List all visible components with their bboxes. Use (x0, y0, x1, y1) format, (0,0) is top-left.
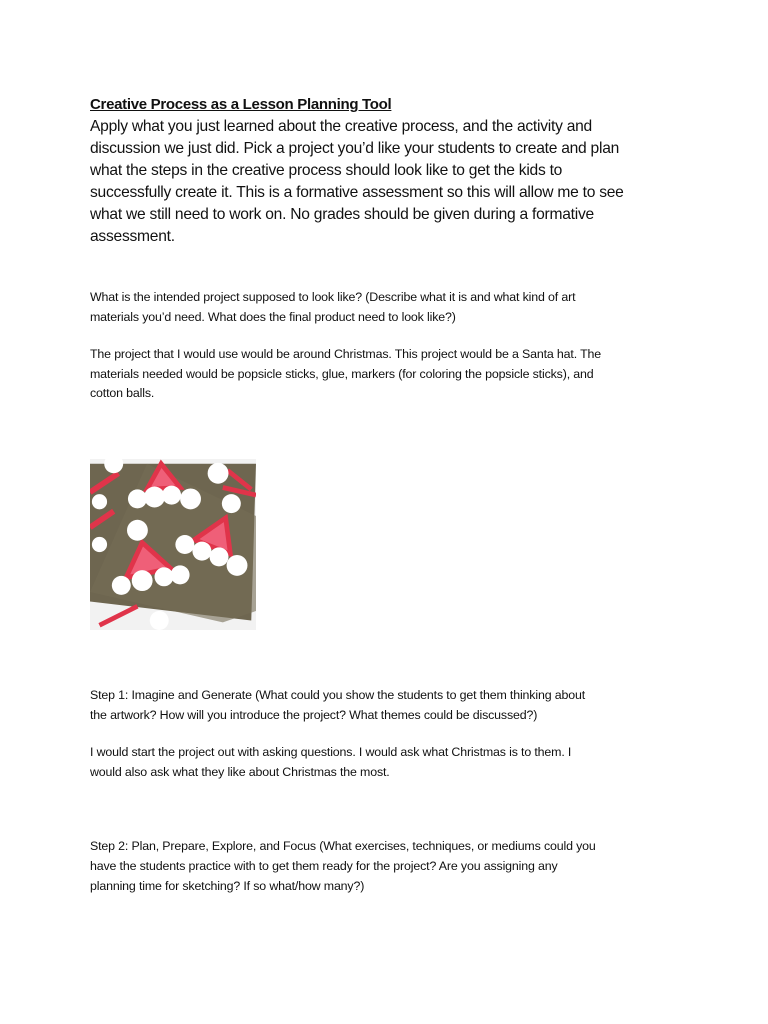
answer-1-line: materials needed would be popsicle sticks, glue, markers (for coloring the popsicle sticks), and (90, 367, 594, 381)
step-2-heading-line: Step 2: Plan, Prepare, Explore, and Focus (What exercises, techniques, or mediums could you (90, 839, 596, 853)
intro-line: Apply what you just learned about the creative process, and the activity and (90, 118, 592, 135)
step-2-heading-line: planning time for sketching? If so what/how many?) (90, 879, 365, 893)
intro-line: assessment. (90, 228, 175, 245)
intro-line: successfully create it. This is a formative assessment so this will allow me to see (90, 184, 624, 201)
answer-2-line: I would start the project out with asking questions. I would ask what Christmas is to them. I (90, 745, 572, 759)
intro-line: what we still need to work on. No grades should be given during a formative (90, 206, 594, 223)
question-1-line: materials you’d need. What does the final product need to look like?) (90, 310, 456, 324)
answer-1-line: cotton balls. (90, 386, 155, 400)
intro-line: discussion we just did. Pick a project you’d like your students to create and plan (90, 140, 620, 157)
answer-2-line: would also ask what they like about Christmas the most. (90, 765, 390, 779)
document-title: Creative Process as a Lesson Planning Tool (90, 96, 392, 113)
question-1-line: What is the intended project supposed to look like? (Describe what it is and what kind of art (90, 290, 576, 304)
answer-1-line: The project that I would use would be around Christmas. This project would be a Santa hat. The (90, 347, 601, 361)
step-1-heading-line: Step 1: Imagine and Generate (What could you show the students to get them thinking about (90, 688, 585, 702)
step-2-heading-line: have the students practice with to get them ready for the project? Are you assigning any (90, 859, 558, 873)
santa-hat-project-photo (90, 459, 256, 630)
intro-line: what the steps in the creative process should look like to get the kids to (90, 162, 563, 179)
step-1-heading-line: the artwork? How will you introduce the project? What themes could be discussed?) (90, 708, 538, 722)
